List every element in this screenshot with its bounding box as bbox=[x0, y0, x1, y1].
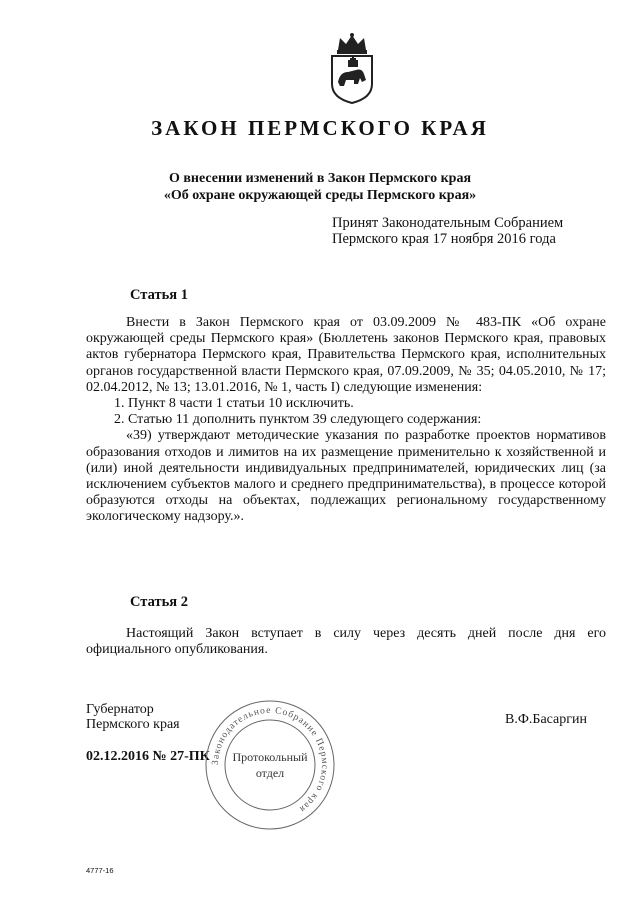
subtitle-line-2: «Об охране окружающей среды Пермского края» bbox=[163, 188, 477, 203]
document-title: ЗАКОН ПЕРМСКОГО КРАЯ bbox=[151, 116, 489, 140]
article-1-body bbox=[86, 315, 606, 526]
position-line-2: Пермского края bbox=[86, 717, 180, 732]
law-number: 02.12.2016 № 27-ПК bbox=[86, 749, 210, 764]
adoption-line-1: Принят Законодательным Собранием bbox=[332, 215, 564, 231]
article-1-item-2: 2. Статью 11 дополнить пунктом 39 следующего содержания: bbox=[114, 412, 482, 428]
signatory-position bbox=[86, 702, 180, 732]
seal-line-1: Протокольный bbox=[232, 750, 308, 764]
adoption-note bbox=[332, 215, 563, 247]
official-seal bbox=[200, 695, 340, 835]
coat-of-arms-icon bbox=[326, 32, 378, 104]
adoption-line-2: Пермского края 17 ноября 2016 года bbox=[332, 231, 556, 247]
seal-line-2: отдел bbox=[255, 766, 285, 780]
subtitle-line-1: О внесении изменений в Закон Пермского края bbox=[168, 171, 472, 186]
article-1-item-1: 1. Пункт 8 части 1 статьи 10 исключить. bbox=[114, 396, 354, 412]
signatory-name: В.Ф.Басаргин bbox=[505, 712, 587, 727]
article-2-text: Настоящий Закон вступает в силу через десять дней после дня его официального опубликования. bbox=[86, 626, 606, 658]
footer-code: 4777-16 bbox=[86, 866, 114, 875]
article-2-heading: Статья 2 bbox=[130, 594, 188, 610]
seal-ring-text: Законодательное Собрание Пермского края bbox=[210, 705, 330, 815]
article-1-intro: Внести в Закон Пермского края от 03.09.2009 № 483-ПК «Об охране окружающей среды Пермского края» (Бюллетень законов Пермского края, правовых актов губернатора Пермского края, Правительства Пермского края, исполнительных органов государственной власти Пермского края, 07.09.2009, № 35; 04.05.2010, № 17; 02.04.2012, № 13; 13.01.2016, № 1, часть I) следующие изменения: bbox=[86, 315, 606, 395]
article-1-quote: «39) утверждают методические указания по разработке проектов нормативов образования отходов и лимитов на их размещение применительно к хозяйственной и (или) иной деятельности индивидуальных предпринимателей, юридических лиц (за исключением субъектов малого и среднего предпринимательства), в процессе которой образуются отходы на объектах, подлежащих региональному государственному экологическому надзору.». bbox=[86, 428, 606, 525]
article-1-heading: Статья 1 bbox=[130, 287, 188, 303]
document-subtitle bbox=[0, 170, 640, 204]
article-2-body bbox=[86, 626, 606, 658]
position-line-1: Губернатор bbox=[86, 702, 154, 717]
